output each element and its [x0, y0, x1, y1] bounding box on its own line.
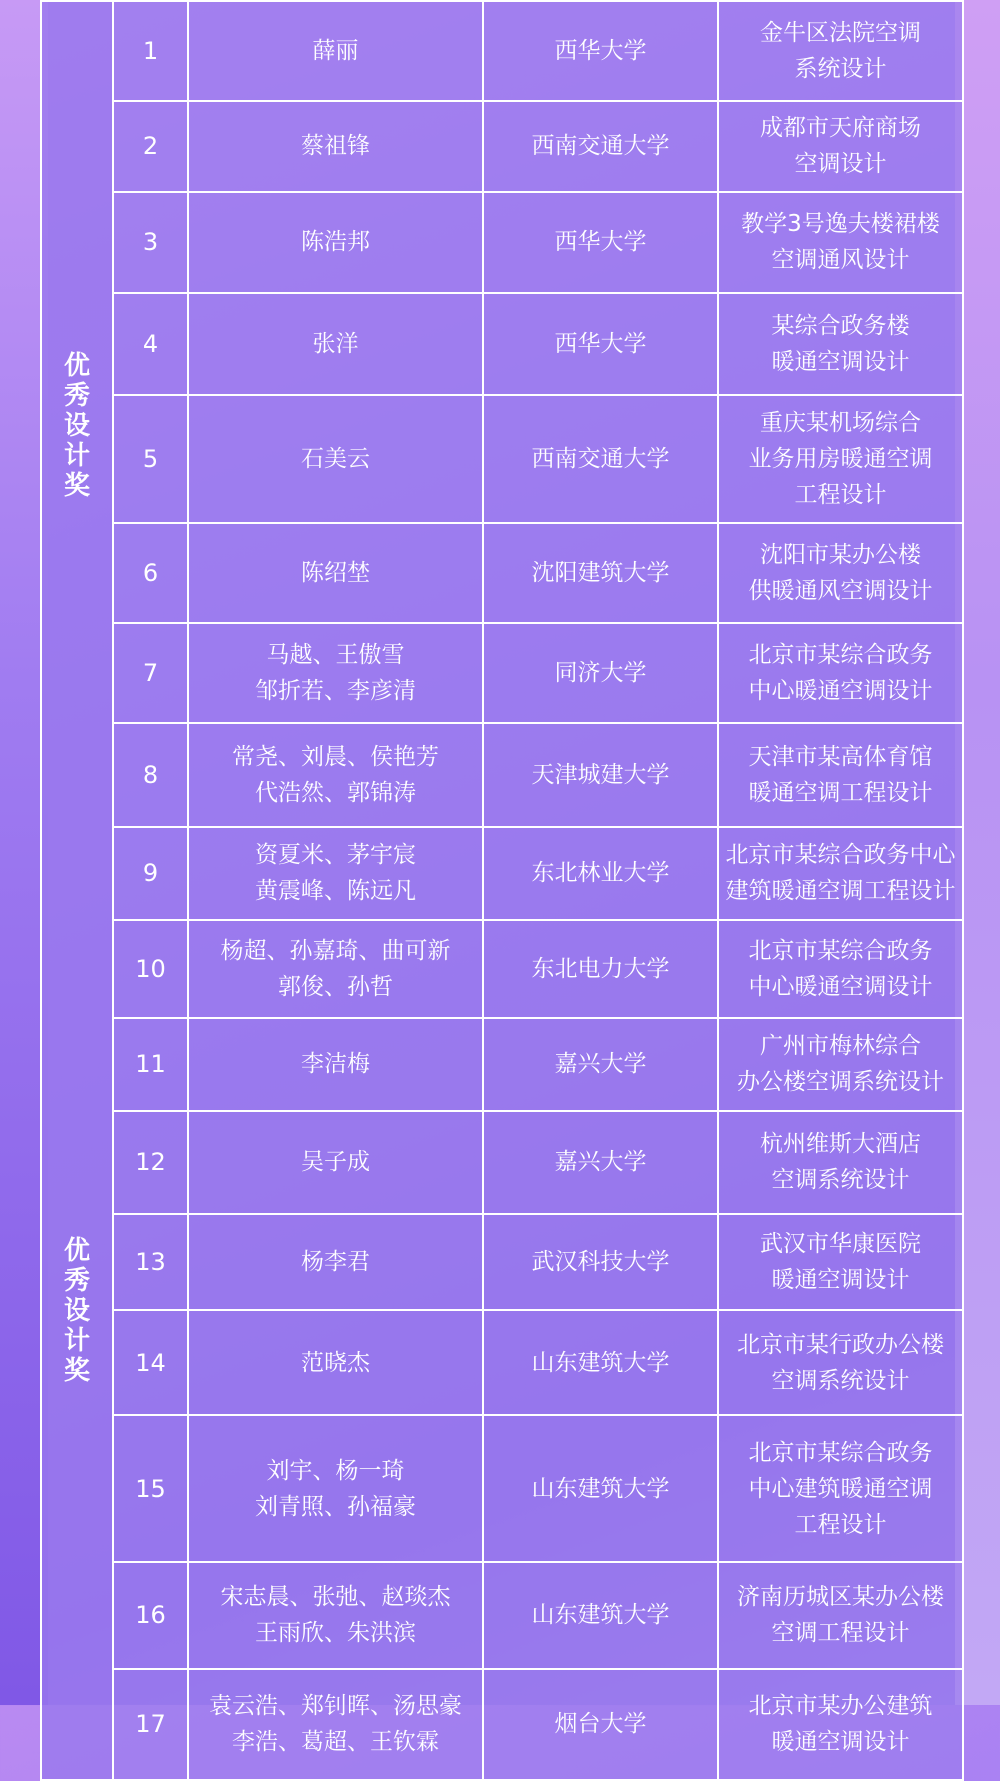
author-names: 薛丽	[188, 1, 483, 101]
table-row	[41, 827, 963, 920]
school-name: 西南交通大学	[483, 101, 718, 192]
project-title: 武汉市华康医院 暖通空调设计	[718, 1214, 963, 1311]
row-number: 9	[113, 827, 188, 920]
author-names: 陈绍埜	[188, 523, 483, 623]
row-number: 10	[113, 920, 188, 1018]
school-name: 西华大学	[483, 293, 718, 395]
row-number: 1	[113, 1, 188, 101]
author-names: 杨超、孙嘉琦、曲可新 郭俊、孙哲	[188, 920, 483, 1018]
author-names: 李洁梅	[188, 1018, 483, 1111]
project-title: 广州市梅林综合 办公楼空调系统设计	[718, 1018, 963, 1111]
row-number: 12	[113, 1111, 188, 1214]
row-number: 3	[113, 192, 188, 293]
table-row	[41, 920, 963, 1018]
school-name: 烟台大学	[483, 1669, 718, 1780]
project-title: 北京市某综合政务 中心建筑暖通空调 工程设计	[718, 1415, 963, 1561]
author-names: 张洋	[188, 293, 483, 395]
table-row	[41, 1669, 963, 1780]
project-title: 济南历城区某办公楼 空调工程设计	[718, 1562, 963, 1669]
school-name: 西南交通大学	[483, 395, 718, 524]
table-row	[41, 1, 963, 101]
table-row	[41, 1310, 963, 1415]
school-name: 东北电力大学	[483, 920, 718, 1018]
table-row	[41, 293, 963, 395]
project-title: 北京市某综合政务中心 建筑暖通空调工程设计	[718, 827, 963, 920]
project-title: 北京市某综合政务 中心暖通空调设计	[718, 623, 963, 723]
table-row	[41, 623, 963, 723]
author-names: 杨李君	[188, 1214, 483, 1311]
row-number: 16	[113, 1562, 188, 1669]
project-title: 重庆某机场综合 业务用房暖通空调 工程设计	[718, 395, 963, 524]
school-name: 同济大学	[483, 623, 718, 723]
table-row	[41, 1214, 963, 1311]
row-number: 6	[113, 523, 188, 623]
school-name: 天津城建大学	[483, 723, 718, 827]
school-name: 西华大学	[483, 1, 718, 101]
author-names: 范晓杰	[188, 1310, 483, 1415]
school-name: 沈阳建筑大学	[483, 523, 718, 623]
table-row	[41, 395, 963, 524]
row-number: 7	[113, 623, 188, 723]
row-number: 13	[113, 1214, 188, 1311]
row-number: 4	[113, 293, 188, 395]
row-number: 11	[113, 1018, 188, 1111]
award-category-cell	[41, 1, 113, 1780]
row-number: 2	[113, 101, 188, 192]
table-row	[41, 192, 963, 293]
author-names: 石美云	[188, 395, 483, 524]
table-row	[41, 101, 963, 192]
table-row	[41, 1415, 963, 1561]
author-names: 常尧、刘晨、侯艳芳 代浩然、郭锦涛	[188, 723, 483, 827]
author-names: 刘宇、杨一琦 刘青照、孙福豪	[188, 1415, 483, 1561]
row-number: 17	[113, 1669, 188, 1780]
table-row	[41, 1111, 963, 1214]
school-name: 东北林业大学	[483, 827, 718, 920]
school-name: 山东建筑大学	[483, 1562, 718, 1669]
school-name: 武汉科技大学	[483, 1214, 718, 1311]
project-title: 天津市某高体育馆 暖通空调工程设计	[718, 723, 963, 827]
author-names: 袁云浩、郑钊晖、汤思豪 李浩、葛超、王钦霖	[188, 1669, 483, 1780]
project-title: 教学3号逸夫楼裙楼 空调通风设计	[718, 192, 963, 293]
award-category-label: 优 秀 设 计 奖	[63, 1236, 90, 1386]
project-title: 杭州维斯大酒店 空调系统设计	[718, 1111, 963, 1214]
school-name: 山东建筑大学	[483, 1415, 718, 1561]
table-row	[41, 523, 963, 623]
row-number: 5	[113, 395, 188, 524]
project-title: 金牛区法院空调 系统设计	[718, 1, 963, 101]
project-title: 北京市某行政办公楼 空调系统设计	[718, 1310, 963, 1415]
project-title: 某综合政务楼 暖通空调设计	[718, 293, 963, 395]
project-title: 北京市某办公建筑 暖通空调设计	[718, 1669, 963, 1780]
row-number: 14	[113, 1310, 188, 1415]
school-name: 嘉兴大学	[483, 1018, 718, 1111]
table-row	[41, 1562, 963, 1669]
table-row	[41, 1018, 963, 1111]
school-name: 西华大学	[483, 192, 718, 293]
project-title: 成都市天府商场 空调设计	[718, 101, 963, 192]
school-name: 嘉兴大学	[483, 1111, 718, 1214]
award-table	[40, 0, 964, 1781]
author-names: 马越、王傲雪 邹折若、李彦清	[188, 623, 483, 723]
author-names: 蔡祖锋	[188, 101, 483, 192]
project-title: 北京市某综合政务 中心暖通空调设计	[718, 920, 963, 1018]
row-number: 8	[113, 723, 188, 827]
school-name: 山东建筑大学	[483, 1310, 718, 1415]
row-number: 15	[113, 1415, 188, 1561]
table-row	[41, 723, 963, 827]
project-title: 沈阳市某办公楼 供暖通风空调设计	[718, 523, 963, 623]
author-names: 宋志晨、张弛、赵琰杰 王雨欣、朱洪滨	[188, 1562, 483, 1669]
author-names: 资夏米、茅宇宸 黄震峰、陈远凡	[188, 827, 483, 920]
award-category-label: 优 秀 设 计 奖	[63, 351, 90, 501]
author-names: 陈浩邦	[188, 192, 483, 293]
author-names: 吴子成	[188, 1111, 483, 1214]
